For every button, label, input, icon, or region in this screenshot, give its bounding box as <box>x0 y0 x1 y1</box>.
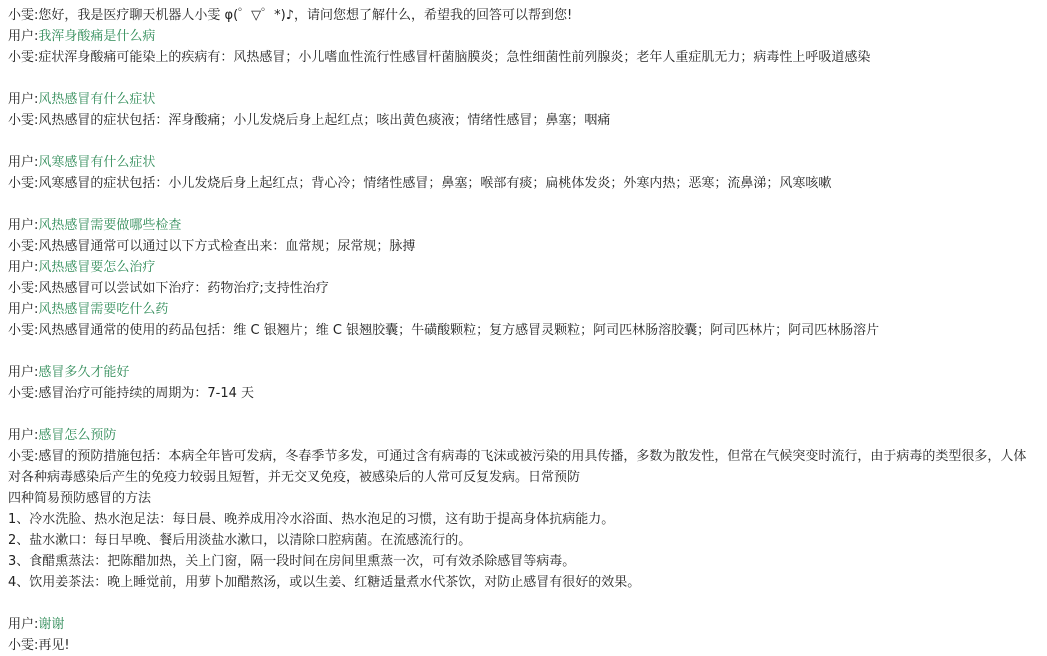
bot-speaker-label: 小雯: <box>8 239 39 254</box>
user-speaker-label: 用户: <box>8 302 39 317</box>
bot-speaker-label: 小雯: <box>8 113 39 128</box>
bot-message <box>8 635 1039 656</box>
blank-line <box>8 131 1039 152</box>
message-text: 4、饮用姜茶法：晚上睡觉前，用萝卜加醋熬汤，或以生姜、红糖适量煮水代茶饮，对防止感冒有很好的效果。 <box>8 575 641 590</box>
bot-message <box>8 446 1039 488</box>
bot-speaker-label: 小雯: <box>8 50 39 65</box>
bot-message <box>8 5 1039 26</box>
bot-answer-text: 症状浑身酸痛可能染上的疾病有：风热感冒；小儿嗜血性流行性感冒杆菌脑膜炎；急性细菌性前列腺炎；老年人重症肌无力；病毒性上呼吸道感染 <box>38 50 871 65</box>
bot-answer-text: 感冒治疗可能持续的周期为：7-14 天 <box>38 386 255 401</box>
user-question-text: 风热感冒需要吃什么药 <box>38 302 169 317</box>
user-speaker-label: 用户: <box>8 92 39 107</box>
user-message <box>8 299 1039 320</box>
bot-message-continuation <box>8 488 1039 509</box>
blank-line <box>8 341 1039 362</box>
blank-line <box>8 68 1039 89</box>
bot-speaker-label: 小雯: <box>8 386 39 401</box>
bot-message <box>8 383 1039 404</box>
user-speaker-label: 用户: <box>8 218 39 233</box>
user-message <box>8 152 1039 173</box>
user-speaker-label: 用户: <box>8 260 39 275</box>
blank-line <box>8 593 1039 614</box>
user-question-text: 感冒多久才能好 <box>38 365 130 380</box>
blank-line <box>8 404 1039 425</box>
blank-line <box>8 194 1039 215</box>
bot-message-continuation <box>8 530 1039 551</box>
user-question-text: 风热感冒需要做哪些检查 <box>38 218 182 233</box>
bot-message <box>8 236 1039 257</box>
user-speaker-label: 用户: <box>8 29 39 44</box>
bot-message-continuation <box>8 509 1039 530</box>
bot-speaker-label: 小雯: <box>8 638 39 653</box>
message-text: 3、食醋熏蒸法：把陈醋加热，关上门窗，隔一段时间在房间里熏蒸一次，可有效杀除感冒等病毒。 <box>8 554 576 569</box>
user-question-text: 风热感冒要怎么治疗 <box>38 260 156 275</box>
bot-message-continuation <box>8 572 1039 593</box>
bot-answer-text: 您好，我是医疗聊天机器人小雯 φ(゜▽゜*)♪，请问您想了解什么，希望我的回答可以帮到您! <box>38 8 573 23</box>
user-question-text: 谢谢 <box>38 617 65 632</box>
user-question-text: 风热感冒有什么症状 <box>38 92 156 107</box>
user-question-text: 感冒怎么预防 <box>38 428 117 443</box>
bot-message <box>8 278 1039 299</box>
bot-speaker-label: 小雯: <box>8 281 39 296</box>
user-speaker-label: 用户: <box>8 617 39 632</box>
user-question-text: 我浑身酸痛是什么病 <box>38 29 156 44</box>
user-message <box>8 257 1039 278</box>
bot-speaker-label: 小雯: <box>8 176 39 191</box>
user-message <box>8 26 1039 47</box>
bot-message <box>8 320 1039 341</box>
bot-message <box>8 173 1039 194</box>
bot-answer-text: 再见! <box>38 638 70 653</box>
bot-speaker-label: 小雯: <box>8 449 39 464</box>
user-message <box>8 425 1039 446</box>
bot-message <box>8 110 1039 131</box>
message-text: 四种简易预防感冒的方法 <box>8 491 152 506</box>
bot-answer-text: 风热感冒通常的使用的药品包括：维 C 银翘片；维 C 银翘胶囊；牛磺酸颗粒；复方感冒灵颗粒；阿司匹林肠溶胶囊；阿司匹林片；阿司匹林肠溶片 <box>38 323 880 338</box>
user-question-text: 风寒感冒有什么症状 <box>38 155 156 170</box>
bot-speaker-label: 小雯: <box>8 8 39 23</box>
user-message <box>8 89 1039 110</box>
bot-speaker-label: 小雯: <box>8 323 39 338</box>
bot-answer-text: 感冒的预防措施包括：本病全年皆可发病，冬春季节多发，可通过含有病毒的飞沫或被污染的用具传播，多数为散发性，但常在气候突变时流行，由于病毒的类型很多，人体对各种病毒感染后产生的免疫力较弱且短暂，并无交叉免疫，被感染后的人常可反复发病。日常预防 <box>8 449 1027 485</box>
user-speaker-label: 用户: <box>8 428 39 443</box>
user-message <box>8 215 1039 236</box>
user-message <box>8 614 1039 635</box>
message-text: 1、冷水洗脸、热水泡足法：每日晨、晚养成用冷水浴面、热水泡足的习惯，这有助于提高身体抗病能力。 <box>8 512 615 527</box>
user-speaker-label: 用户: <box>8 365 39 380</box>
user-message <box>8 362 1039 383</box>
bot-message <box>8 47 1039 68</box>
bot-answer-text: 风热感冒的症状包括：浑身酸痛；小儿发烧后身上起红点；咳出黄色痰液；情绪性感冒；鼻塞；咽痛 <box>38 113 611 128</box>
bot-answer-text: 风热感冒通常可以通过以下方式检查出来：血常规；尿常规；脉搏 <box>38 239 416 254</box>
bot-answer-text: 风热感冒可以尝试如下治疗：药物治疗;支持性治疗 <box>38 281 329 296</box>
bot-answer-text: 风寒感冒的症状包括：小儿发烧后身上起红点；背心冷；情绪性感冒；鼻塞；喉部有痰；扁桃体发炎；外寒内热；恶寒；流鼻涕；风寒咳嗽 <box>38 176 832 191</box>
bot-message-continuation <box>8 551 1039 572</box>
user-speaker-label: 用户: <box>8 155 39 170</box>
message-text: 2、盐水漱口：每日早晚、餐后用淡盐水漱口，以清除口腔病菌。在流感流行的。 <box>8 533 472 548</box>
